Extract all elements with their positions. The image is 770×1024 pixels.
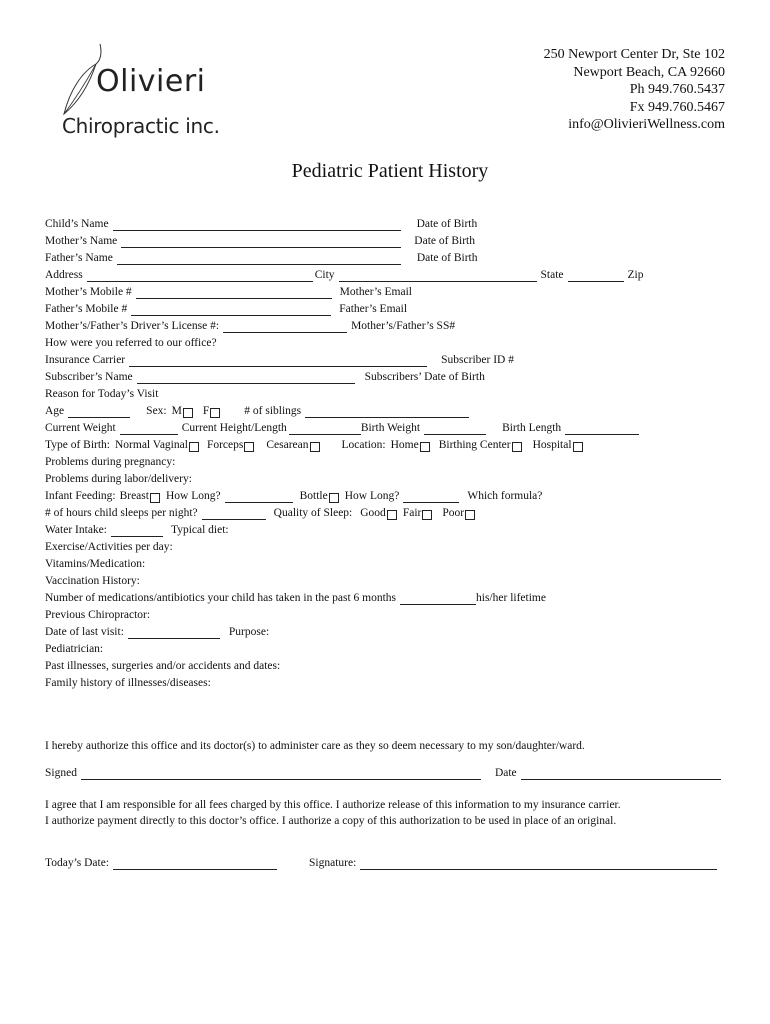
fax: Fx 949.760.5467 [629,99,725,115]
mothers-mobile-label: Mother’s Mobile # [45,286,132,298]
row-childs-name [45,214,725,231]
type-of-birth-label: Type of Birth: [45,439,110,451]
row-pediatrician [45,639,725,656]
water-intake-field[interactable] [111,524,163,537]
fathers-mobile-field[interactable] [131,303,331,316]
insurance-field[interactable] [129,354,427,367]
which-formula-label: Which formula? [467,490,543,502]
last-visit-label: Date of last visit: [45,626,124,638]
breast-how-long-field[interactable] [225,490,293,503]
mother-dob-label: Date of Birth [414,235,475,247]
birth-weight-label: Birth Weight [360,422,421,434]
location-label: Location: [341,439,386,451]
subscriber-name-field[interactable] [137,371,355,384]
good-checkbox[interactable] [387,510,397,520]
row-previous-chiro [45,605,725,622]
mothers-name-label: Mother’s Name [45,235,118,247]
age-field[interactable] [68,405,130,418]
current-height-field[interactable] [289,422,361,435]
birth-length-label: Birth Length [502,422,562,434]
birth-weight-field[interactable] [424,422,486,435]
cesarean-checkbox[interactable] [310,442,320,452]
row-subscriber [45,367,725,384]
previous-chiro-label: Previous Chiropractor: [45,609,151,621]
address-line-1: 250 Newport Center Dr, Ste 102 [543,47,725,62]
fathers-email-label: Father’s Email [339,303,408,315]
signed-row [45,766,725,780]
mothers-name-field[interactable] [121,235,401,248]
row-exercise [45,537,725,554]
childs-name-field[interactable] [113,218,401,231]
date-label: Date [494,767,517,779]
row-feeding [45,486,725,503]
phone: Ph 949.760.5437 [629,82,725,97]
row-vaccination [45,571,725,588]
sleep-hours-field[interactable] [202,507,266,520]
address-line-2: Newport Beach, CA 92660 [573,64,725,80]
antibiotics-label: Number of medications/antibiotics your child has taken in the past 6 months [45,592,397,604]
forceps-label: Forceps [206,439,244,451]
bottle-how-long-field[interactable] [403,490,459,503]
siblings-label: # of siblings [244,405,302,417]
bottle-how-long-label: How Long? [344,490,400,502]
normal-vaginal-label: Normal Vaginal [115,439,188,451]
poor-label: Poor [442,507,465,519]
birthing-center-checkbox[interactable] [512,442,522,452]
address-field[interactable] [87,269,313,282]
row-mobile-father [45,299,725,316]
typical-diet-label: Typical diet: [170,524,229,536]
row-license [45,316,725,333]
reason-label: Reason for Today’s Visit [45,388,159,400]
row-antibiotics [45,588,725,605]
sex-f-checkbox[interactable] [210,408,220,418]
current-weight-label: Current Weight [45,422,116,434]
breast-checkbox[interactable] [150,493,160,503]
fathers-mobile-label: Father’s Mobile # [45,303,128,315]
vaccination-label: Vaccination History: [45,575,140,587]
home-checkbox[interactable] [420,442,430,452]
fair-checkbox[interactable] [422,510,432,520]
poor-checkbox[interactable] [465,510,475,520]
drivers-license-field[interactable] [223,320,347,333]
cesarean-label: Cesarean [266,439,309,451]
antibiotics-field[interactable] [400,592,476,605]
subscriber-dob-label: Subscribers’ Date of Birth [364,371,485,383]
sex-f-label: F [202,405,210,417]
signed-label: Signed [45,767,77,779]
water-intake-label: Water Intake: [45,524,107,536]
row-fathers-name [45,248,725,265]
row-last-visit [45,622,725,639]
date-field[interactable] [521,767,721,780]
hospital-label: Hospital [532,439,572,451]
page-title: Pediatric Patient History [291,160,489,182]
fair-label: Fair [402,507,422,519]
row-past-illnesses [45,656,725,673]
todays-date-label: Today’s Date: [45,857,110,869]
child-dob-label: Date of Birth [416,218,478,230]
authorize-statement: I hereby authorize this office and its doctor(s) to administer care as they so deem necessary to my son/daughter/ward. [45,740,585,752]
signature-field[interactable] [360,857,717,870]
lifetime-label: his/her lifetime [476,592,546,604]
fathers-name-label: Father’s Name [45,252,113,264]
quality-sleep-label: Quality of Sleep: [273,507,353,519]
ss-label: Mother’s/Father’s SS# [351,320,456,332]
row-referred [45,333,725,350]
city-label: City [314,269,335,281]
fees-statement-2: I authorize payment directly to this doctor’s office. I authorize a copy of this authorization to be used in place of an original. [45,815,617,827]
good-label: Good [360,507,386,519]
row-mothers-name [45,231,725,248]
history-form [45,214,725,690]
drivers-license-label: Mother’s/Father’s Driver’s License #: [45,320,220,332]
row-sleep [45,503,725,520]
bottle-checkbox[interactable] [329,493,339,503]
birthing-center-label: Birthing Center [438,439,511,451]
father-dob-label: Date of Birth [416,252,478,264]
problems-labor-label: Problems during labor/delivery: [45,473,192,485]
siblings-field[interactable] [305,405,469,418]
logo-subtitle: Chiropractic inc. [62,114,220,138]
current-weight-field[interactable] [120,422,178,435]
subscriber-id-label: Subscriber ID # [441,354,514,366]
exercise-label: Exercise/Activities per day: [45,541,173,553]
breast-label: Breast [119,490,149,502]
problems-pregnancy-label: Problems during pregnancy: [45,456,176,468]
todays-date-row [45,856,725,870]
subscriber-name-label: Subscriber’s Name [45,371,133,383]
row-vitamins [45,554,725,571]
state-field[interactable] [568,269,624,282]
home-label: Home [390,439,419,451]
forceps-checkbox[interactable] [244,442,254,452]
row-insurance [45,350,725,367]
sex-m-label: M [171,405,182,417]
pediatrician-label: Pediatrician: [45,643,104,655]
bottle-label: Bottle [299,490,328,502]
city-field[interactable] [339,269,537,282]
normal-vaginal-checkbox[interactable] [189,442,199,452]
age-label: Age [45,405,65,417]
row-reason [45,384,725,401]
sex-label: Sex: [146,405,167,417]
mothers-email-label: Mother’s Email [339,286,412,298]
row-address [45,265,725,282]
todays-date-field[interactable] [113,857,277,870]
email: info@OlivieriWellness.com [568,117,725,132]
logo-name: Olivieri [96,64,206,99]
fees-statement-1: I agree that I am responsible for all fees charged by this office. I authorize release of this information to my insurance carrier. [45,799,621,811]
zip-label: Zip [627,269,644,281]
infant-feeding-label: Infant Feeding: [45,490,116,502]
insurance-label: Insurance Carrier [45,354,126,366]
contact-block [544,46,725,134]
row-weight [45,418,725,435]
sleep-hours-label: # of hours child sleeps per night? [45,507,198,519]
last-visit-field[interactable] [128,626,220,639]
address-label: Address [45,269,83,281]
referred-label: How were you referred to our office? [45,337,217,349]
row-birth-type [45,435,725,452]
row-family-history [45,673,725,690]
childs-name-label: Child’s Name [45,218,109,230]
row-water [45,520,725,537]
past-illnesses-label: Past illnesses, surgeries and/or accidents and dates: [45,660,281,672]
mothers-mobile-field[interactable] [136,286,332,299]
birth-length-field[interactable] [565,422,639,435]
state-label: State [540,269,564,281]
signed-field[interactable] [81,767,481,780]
vitamins-label: Vitamins/Medication: [45,558,146,570]
breast-how-long-label: How Long? [165,490,221,502]
hospital-checkbox[interactable] [573,442,583,452]
row-problems-pregnancy [45,452,725,469]
signature-label: Signature: [309,857,357,869]
row-age [45,401,725,418]
purpose-label: Purpose: [228,626,270,638]
current-height-label: Current Height/Length [181,422,287,434]
company-logo [52,42,232,152]
row-problems-labor [45,469,725,486]
family-history-label: Family history of illnesses/diseases: [45,677,211,689]
row-mobile-mother [45,282,725,299]
sex-m-checkbox[interactable] [183,408,193,418]
fathers-name-field[interactable] [117,252,401,265]
